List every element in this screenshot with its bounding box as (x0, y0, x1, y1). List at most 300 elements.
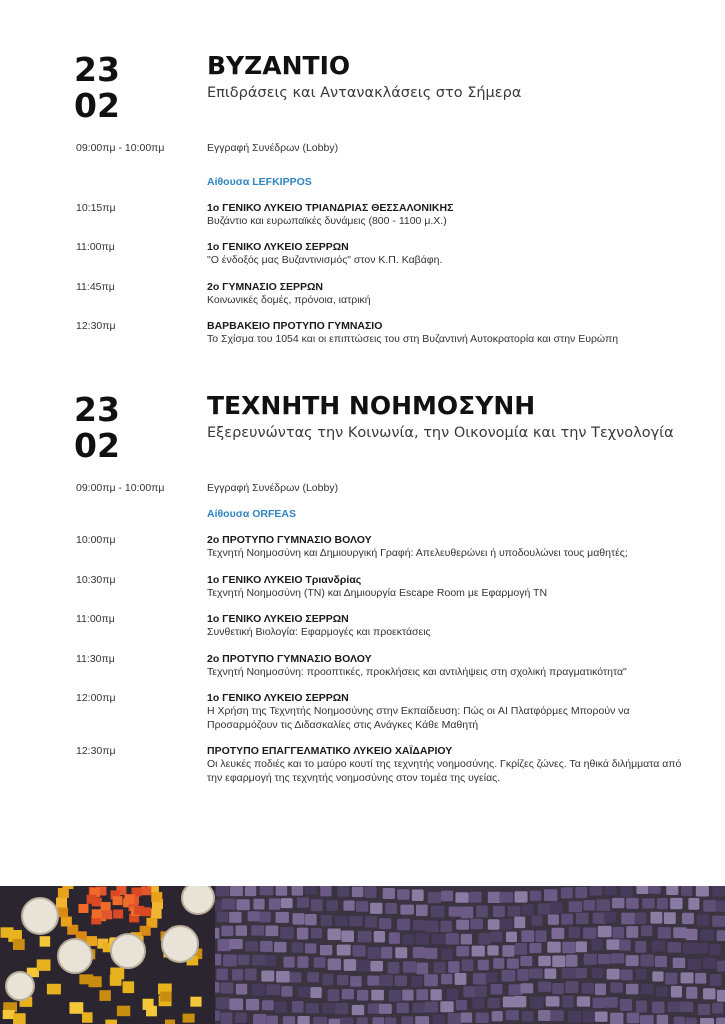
mosaic-tile (652, 941, 666, 952)
mosaic-tile (310, 987, 321, 998)
mosaic-tile (320, 945, 332, 955)
mosaic-tile (385, 903, 397, 914)
mosaic-tile (595, 1012, 608, 1022)
mosaic-tile (47, 984, 61, 995)
mosaic-tile (522, 1011, 533, 1022)
mosaic-tile (235, 1013, 247, 1023)
mosaic-tile (92, 909, 102, 918)
mosaic-tile (463, 986, 475, 997)
mosaic-tile (298, 987, 311, 998)
mosaic-tile (143, 999, 154, 1010)
section-subtitle: Επιδράσεις και Αντανακλάσεις στο Σήμερα (207, 85, 522, 101)
mosaic-tile (620, 999, 632, 1011)
mosaic-tile (236, 925, 248, 936)
mosaic-tile (416, 989, 428, 1000)
mosaic-tile (473, 973, 487, 984)
mosaic-tile (276, 886, 288, 896)
mosaic-tile (151, 892, 162, 902)
mosaic-tile (236, 984, 247, 995)
mosaic-tile (460, 906, 473, 918)
mosaic-tile (546, 996, 560, 1006)
mosaic-tile (110, 975, 122, 986)
mosaic-tile (673, 958, 685, 968)
mosaic-tile (626, 984, 639, 995)
mosaic-tile (552, 956, 565, 968)
mosaic-tile (87, 895, 97, 904)
mosaic-tile (694, 943, 708, 953)
mosaic-tile (389, 932, 400, 944)
mosaic-tile (476, 986, 487, 997)
mosaic-tile (236, 899, 249, 910)
date-month: 02 (74, 426, 120, 465)
mosaic-tile (222, 899, 236, 910)
mosaic-tile (712, 916, 725, 927)
mosaic-tile (448, 961, 459, 973)
mosaic-tile (431, 906, 445, 918)
mosaic-tile (612, 898, 624, 908)
mosaic-tile (297, 1016, 309, 1024)
mosaic-tile (385, 1017, 396, 1024)
mosaic-tile (229, 939, 242, 949)
mosaic-tile (292, 886, 304, 896)
mosaic-tile (322, 1003, 335, 1014)
registration-label: Εγγραφή Συνέδρων (Lobby) (207, 482, 339, 494)
mosaic-tile (681, 886, 692, 896)
mosaic-tile (621, 886, 633, 897)
mosaic-tile (216, 886, 230, 897)
mosaic-pearl (22, 898, 58, 934)
mosaic-tile (649, 886, 661, 894)
mosaic-tile (566, 955, 578, 967)
mosaic-tile (397, 1003, 409, 1013)
date-month: 02 (74, 86, 120, 125)
mosaic-tile (252, 955, 266, 966)
mosaic-tile (113, 896, 123, 905)
mosaic-tile (245, 941, 258, 951)
mosaic-tile (281, 898, 293, 908)
mosaic-tile (668, 1002, 681, 1013)
mosaic-tile (350, 976, 362, 987)
mosaic-tile (686, 929, 698, 940)
mosaic-tile (598, 926, 612, 937)
mosaic-tile (1, 927, 14, 937)
mosaic-tile (469, 892, 482, 903)
mosaic-tile (266, 925, 279, 936)
mosaic-tile (261, 971, 274, 982)
mosaic-tile (641, 926, 652, 937)
mosaic-tile (311, 899, 323, 911)
mosaic-tile (575, 968, 587, 978)
mosaic-tile (379, 1004, 392, 1014)
mosaic-tile (529, 968, 543, 978)
mosaic-tile (305, 886, 317, 895)
mosaic-tile (283, 1016, 295, 1024)
mosaic-tile (640, 955, 653, 967)
mosaic-pearl (111, 934, 145, 968)
mosaic-tile (117, 1006, 130, 1016)
date-day: 23 (74, 390, 120, 429)
mosaic-tile (223, 954, 237, 966)
mosaic-tile (297, 956, 308, 968)
mosaic-tile (61, 917, 72, 927)
mosaic-tile (266, 984, 280, 995)
mosaic-tile (456, 1000, 467, 1010)
mosaic-tile (621, 913, 635, 925)
item-school: 2ο ΓΥΜΝΑΣΙΟ ΣΕΡΡΩΝ (207, 281, 324, 293)
mosaic-tile (389, 990, 402, 1002)
mosaic-tile (395, 975, 407, 986)
mosaic-tile (260, 886, 274, 895)
mosaic-tile (357, 960, 371, 972)
mosaic-tile (569, 927, 581, 938)
registration-label: Εγγραφή Συνέδρων (Lobby) (207, 142, 339, 154)
mosaic-tile (13, 1013, 26, 1024)
mosaic-tile (695, 973, 706, 984)
mosaic-tile (717, 961, 725, 972)
mosaic-tile (576, 941, 587, 952)
mosaic-tile (379, 918, 391, 929)
mosaic-tile (671, 986, 682, 998)
mosaic-tile (635, 941, 646, 953)
mosaic-tile (297, 928, 308, 940)
item-topic: Τεχνητή Νοημοσύνη και Δημιουργική Γραφή: Απελευθερώνει ή υποδουλώνει τους μαθητές; (207, 547, 628, 559)
mosaic-tile (99, 990, 110, 1001)
mosaic-tile (337, 975, 348, 986)
mosaic-tile (141, 886, 151, 895)
mosaic-tile (478, 933, 491, 945)
mosaic-tile (700, 930, 714, 941)
mosaic-tile (190, 997, 201, 1007)
mosaic-tile (550, 1010, 563, 1021)
item-time: 12:30πμ (76, 320, 116, 332)
mosaic-tile (370, 903, 382, 914)
mosaic-tile (506, 932, 517, 942)
mosaic-tile (292, 913, 304, 924)
mosaic-tile (69, 1002, 83, 1014)
mosaic-tile (492, 1011, 503, 1021)
mosaic-tile (353, 945, 366, 956)
section-date (74, 52, 120, 124)
mosaic-tile (530, 997, 544, 1009)
mosaic-tile (448, 1013, 462, 1024)
mosaic-tile (165, 1020, 175, 1024)
mosaic-tile (37, 959, 51, 970)
mosaic-tile (335, 916, 348, 926)
mosaic-tile (341, 930, 354, 942)
mosaic-tile (62, 886, 73, 889)
item-time: 12:30πμ (76, 745, 116, 757)
mosaic-tile (493, 906, 505, 917)
mosaic-tile (716, 1017, 725, 1024)
mosaic-tile (657, 898, 668, 909)
mosaic-tile (576, 913, 589, 924)
mosaic-tile (411, 976, 422, 987)
mosaic-tile (470, 919, 483, 929)
mosaic-tile (3, 1010, 15, 1019)
mosaic-tile (562, 942, 575, 954)
mosaic-tile (529, 943, 541, 953)
mosaic-tile (349, 916, 362, 926)
mosaic-tile (538, 1010, 551, 1021)
mosaic-tile (486, 972, 498, 982)
mosaic-tile (343, 900, 354, 910)
mosaic-tile (611, 953, 625, 963)
mosaic-tile (441, 948, 452, 959)
mosaic-tile (445, 933, 458, 944)
mosaic-tile (520, 956, 532, 966)
item-time: 11:45πμ (76, 281, 115, 293)
mosaic-tile (276, 912, 289, 923)
warm-tiles (0, 886, 215, 1024)
mosaic-tile (253, 1014, 266, 1024)
item-topic: "Ο ένδοξός μας Βυζαντινισμός" στον Κ.Π. Καβάφη. (207, 254, 443, 266)
section-title: ΒΥΖΑΝΤΙΟ (207, 51, 351, 80)
mosaic-tile (374, 931, 385, 942)
mosaic-tile (640, 1015, 654, 1024)
item-topic: Τεχνητή Νοημοσύνη (ΤΝ) και Δημιουργία Escape Room με Εφαρμογή ΤΝ (207, 587, 548, 599)
mosaic-tile (606, 939, 620, 949)
item-topic: Συνθετική Βιολογία: Εφαρμογές και προεκτάσεις (207, 626, 431, 638)
mosaic-tile (575, 887, 587, 899)
item-time: 10:00πμ (76, 534, 116, 546)
mosaic-tile (604, 886, 616, 895)
mosaic-tile (424, 974, 438, 986)
mosaic-tile (605, 997, 617, 1007)
mosaic-tile (456, 920, 469, 930)
mosaic-tile (328, 989, 340, 1001)
mosaic-tile (642, 898, 654, 908)
mosaic-tile (552, 928, 565, 939)
mosaic-tile (388, 962, 400, 974)
mosaic-tile (245, 886, 256, 896)
mosaic-tile (636, 969, 647, 980)
mosaic-tile (552, 983, 564, 994)
mosaic-tile (216, 997, 230, 1009)
mosaic-tile (413, 920, 427, 930)
mosaic-tile (583, 927, 596, 938)
room-label: Αίθουσα LEFKIPPOS (207, 176, 312, 188)
item-school: 2ο ΠΡΟΤΥΠΟ ΓΥΜΝΑΣΙΟ ΒΟΛΟΥ (207, 534, 372, 546)
mosaic-tile (397, 919, 410, 931)
mosaic-tile (472, 998, 484, 1009)
mosaic-tile (447, 989, 458, 1000)
mosaic-tile (251, 925, 264, 935)
mosaic-tile (403, 961, 416, 973)
mosaic-tile (503, 997, 515, 1008)
mosaic-tile (658, 927, 671, 938)
mosaic-tile (102, 910, 112, 919)
mosaic-tile (595, 983, 606, 995)
mosaic-tile (221, 1012, 233, 1024)
mosaic-tile (490, 984, 502, 994)
mosaic-tile (357, 1017, 368, 1024)
mosaic-tile (596, 899, 610, 911)
mosaic-tile (507, 959, 519, 969)
mosaic-tile (635, 912, 647, 924)
item-school: 2ο ΠΡΟΤΥΠΟ ΓΥΜΝΑΣΙΟ ΒΟΛΟΥ (207, 653, 372, 665)
mosaic-tile (160, 992, 171, 1002)
mosaic-tile (321, 915, 332, 926)
mosaic-tile (508, 906, 521, 917)
mosaic-tile (248, 911, 260, 921)
mosaic-tile (340, 1017, 353, 1024)
mosaic-tile (292, 1001, 304, 1013)
mosaic-tile (441, 974, 452, 984)
mosaic-tile (700, 1018, 714, 1024)
registration-time: 09:00πμ - 10:00πμ (76, 482, 165, 494)
mosaic-tile (449, 906, 461, 916)
mosaic-tile (697, 914, 709, 926)
mosaic-tile (584, 954, 597, 965)
section-subtitle: Εξερευνώντας την Κοινωνία, την Οικονομία και την Τεχνολογία (207, 425, 674, 441)
mosaic-tile (520, 983, 533, 993)
mosaic-tile (591, 939, 602, 950)
mosaic-tile (698, 1004, 710, 1015)
mosaic-tile (434, 962, 446, 973)
mosaic-tile (253, 899, 264, 910)
mosaic-tile (395, 947, 407, 958)
mosaic-tile (367, 947, 380, 959)
mosaic-tile (680, 1002, 693, 1012)
item-school: 1ο ΓΕΝΙΚΟ ΛΥΚΕΙΟ ΣΕΡΡΩΝ (207, 613, 349, 625)
item-topic: Τεχνητή Νοημοσύνη: προοπτικές, προκλήσεις και αντιλήψεις στη σχολική πραγματικότητα" (207, 666, 627, 678)
mosaic-tile (455, 973, 467, 985)
mosaic-tile (413, 947, 425, 958)
mosaic-tile (717, 930, 725, 941)
mosaic-tile (569, 901, 583, 912)
mosaic-tile (274, 942, 286, 952)
mosaic-tile (356, 901, 369, 912)
item-time: 11:00πμ (76, 241, 115, 253)
mosaic-tile (105, 1020, 117, 1024)
mosaic-tile (280, 927, 294, 939)
mosaic-tile (582, 983, 594, 994)
mosaic-tile (703, 958, 716, 969)
mosaic-pearl (162, 926, 198, 962)
mosaic-tile (430, 989, 441, 1000)
mosaic-tile (267, 1016, 278, 1024)
mosaic-tile (123, 981, 135, 993)
mosaic-tile (433, 1015, 445, 1024)
mosaic-tile (686, 987, 697, 999)
mosaic-tile (673, 927, 686, 938)
mosaic-tile (626, 926, 638, 938)
mosaic-tile (522, 904, 533, 915)
mosaic-tile (265, 955, 276, 966)
mosaic-tile (500, 919, 513, 930)
mosaic-tile (688, 898, 699, 910)
mosaic-tile (432, 934, 445, 944)
mosaic-tile (583, 1011, 596, 1023)
mosaic-tile (487, 945, 498, 955)
mosaic-tile (598, 954, 611, 964)
mosaic-tile (583, 900, 595, 910)
mosaic-tile (307, 972, 319, 982)
mosaic-tile (717, 990, 725, 1002)
mosaic-tile (613, 927, 625, 939)
mosaic-tile (415, 1016, 429, 1024)
mosaic-tile (335, 1003, 348, 1014)
mosaic-tile (538, 956, 551, 966)
mosaic-tile (456, 946, 469, 956)
mosaic-tile (548, 914, 559, 924)
mosaic-tile (252, 984, 265, 996)
mosaic-tile (517, 969, 529, 981)
mosaic-tile (491, 932, 502, 942)
mosaic-tile (592, 968, 604, 978)
mosaic-tile (577, 996, 590, 1006)
mosaic-tile (688, 959, 701, 970)
mosaic-tile (531, 915, 542, 925)
mosaic-tile (514, 996, 526, 1007)
mosaic-tile (402, 990, 413, 1001)
mosaic-tile (641, 984, 654, 994)
mosaic-tile (521, 930, 534, 942)
mosaic-tile (493, 958, 504, 969)
mosaic-tile (488, 919, 500, 929)
mosaic-tile (506, 1010, 519, 1020)
mosaic-tile (666, 886, 678, 895)
item-time: 12:00πμ (76, 692, 116, 704)
item-school: ΠΡΟΤΥΠΟ ΕΠΑΓΓΕΛΜΑΤΙΚΟ ΛΥΚΕΙΟ ΧΑΪΔΑΡΙΟΥ (207, 745, 453, 757)
mosaic-tile (703, 900, 716, 912)
mosaic-tile (455, 892, 468, 903)
mosaic-tile (322, 974, 333, 986)
mosaic-tile (515, 943, 527, 955)
mosaic-tile (604, 912, 616, 923)
mosaic-tile (358, 931, 372, 942)
mosaic-tile (281, 986, 292, 997)
mosaic-tile (626, 898, 639, 909)
mosaic-tile (397, 889, 409, 900)
section-date (74, 392, 120, 464)
mosaic-tile (327, 929, 340, 940)
mosaic-tile (440, 921, 452, 933)
mosaic-tile (696, 886, 709, 896)
mosaic-tile (502, 970, 516, 982)
mosaic-tile (383, 888, 395, 899)
mosaic-pearl (58, 939, 92, 973)
mosaic-tile (320, 886, 331, 896)
mosaic-tile (403, 934, 414, 944)
mosaic-tile (238, 955, 250, 965)
mosaic-tile (326, 900, 338, 911)
mosaic-tile (13, 939, 25, 950)
section-title: ΤΕΧΝΗΤΗ ΝΟΗΜΟΣΥΝΗ (207, 391, 536, 420)
mosaic-tile (305, 914, 317, 925)
mosaic-tile (283, 957, 294, 968)
mosaic-tile (703, 988, 715, 999)
mosaic-tile (440, 1001, 453, 1012)
mosaic-tile (82, 1012, 93, 1022)
mosaic-tile (712, 886, 724, 897)
item-topic: Βυζάντιο και ευρωπαϊκές δυνάμεις (800 - 1100 μ.Χ.) (207, 215, 447, 227)
mosaic-pearl (6, 972, 34, 1000)
mosaic-tile (306, 1003, 319, 1013)
mosaic-tile (502, 945, 514, 957)
mosaic-tile (313, 1017, 327, 1024)
mosaic-tile (476, 906, 487, 918)
mosaic-tile (276, 971, 290, 982)
mosaic-tile (78, 904, 88, 913)
mosaic-tile (619, 940, 630, 951)
registration-time: 09:00πμ - 10:00πμ (76, 142, 165, 154)
item-topic: Οι λευκές ποδιές και το μαύρο κουτί της τεχνητής νοημοσύνης. Γκρίζες ζώνες. Τα ηθικά διλήμματα από την εφαρμογή της τεχνητής νοημοσύνης στον τομέα της υγείας. (207, 758, 682, 784)
mosaic-tile (260, 941, 273, 952)
item-time: 10:15πμ (76, 202, 116, 214)
mosaic-tile (342, 989, 354, 999)
mosaic-tile (462, 959, 474, 971)
